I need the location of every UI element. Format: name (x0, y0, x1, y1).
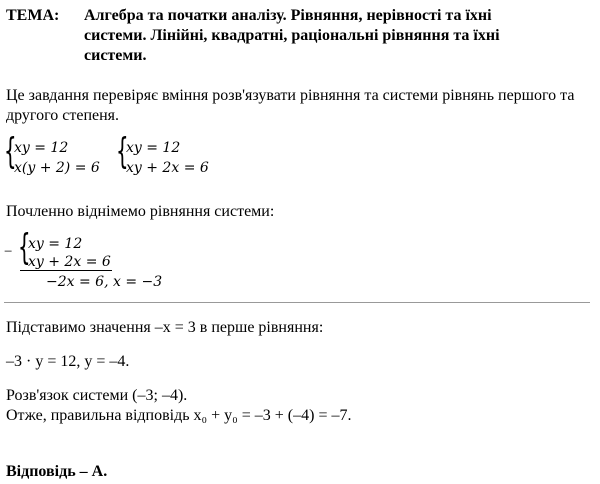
system-1-eq2: x(y + 2) = 6 (14, 160, 100, 176)
step-1-text: Почленно віднімемо рівняння системи: (6, 203, 275, 220)
minus-sign: − (4, 244, 13, 260)
subtraction-eq1: xy = 12 (28, 236, 83, 252)
brace-icon: { (116, 131, 129, 172)
solution-text: Розв'язок системи (–3; –4). (6, 387, 188, 404)
topic-label: ТЕМА: (6, 7, 60, 24)
substitution-text: –3 · y = 12, y = –4. (6, 353, 130, 370)
subtraction-rule (20, 270, 112, 271)
system-2 (116, 131, 226, 180)
system-1-eq1: xy = 12 (14, 140, 69, 156)
brace-icon: { (4, 131, 17, 172)
topic-title: Алгебра та початки аналізу. Рівняння, нерівності та їхні системи. Лінійні, квадратні, раціональні рівняння та їхні системи. (84, 7, 500, 64)
subtraction-block (4, 227, 184, 296)
system-2-eq1: xy = 12 (126, 140, 181, 156)
system-2-eq2: xy + 2x = 6 (126, 160, 209, 176)
brace-icon: { (18, 227, 31, 268)
subtraction-eq2: xy + 2x = 6 (28, 254, 111, 270)
subtraction-result: −2x = 6, x = −3 (46, 274, 163, 290)
divider (4, 302, 590, 303)
system-1 (4, 131, 114, 180)
final-answer: Відповідь – А. (6, 463, 108, 480)
answer-line: Отже, правильна відповідь x₀ + y₀ = –3 + (–4) = –7. (6, 407, 352, 424)
step-2-text: Підставимо значення –x = 3 в перше рівняння: (6, 319, 324, 336)
intro-text: Це завдання перевіряє вміння розв'язувати рівняння та системи рівнянь першого та другого степеня. (6, 87, 575, 124)
